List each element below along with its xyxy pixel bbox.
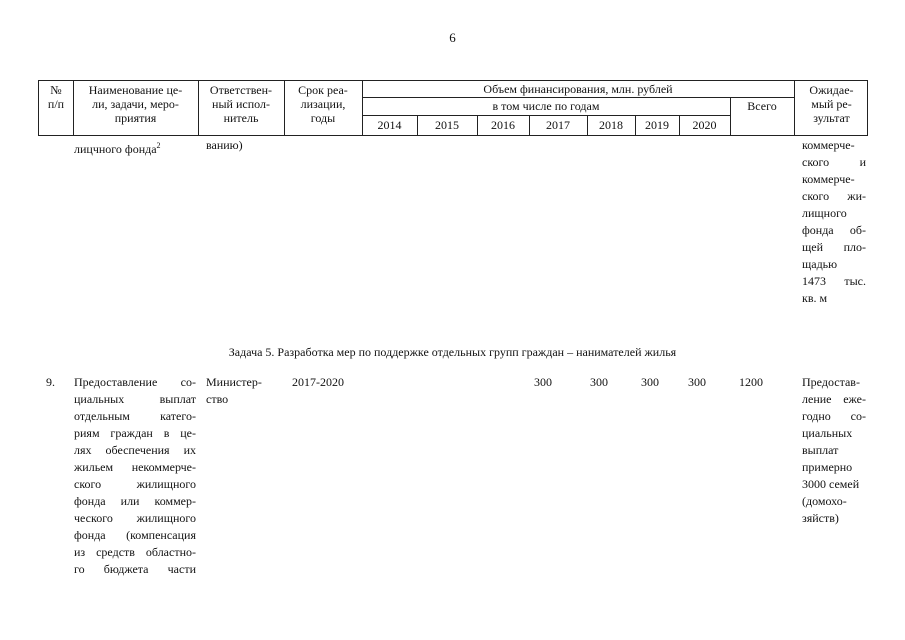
result-line: коммерче- — [802, 172, 855, 186]
result-line: 3000 семей — [802, 477, 860, 491]
row9-total: 1200 — [739, 375, 763, 389]
row9-name — [74, 374, 196, 578]
row9-result — [802, 374, 866, 527]
result-line: фонда об- — [802, 223, 866, 237]
executor-line: Министер- — [206, 375, 262, 389]
header-text: годы — [310, 111, 336, 125]
col-name-header — [73, 83, 198, 125]
header-text: № — [50, 83, 62, 97]
result-line: выплат — [802, 443, 839, 457]
col-total-header: Всего — [747, 99, 777, 113]
name-line: циальных выплат — [74, 392, 196, 406]
result-line: 1473 тыс. — [802, 274, 866, 288]
year-2017: 2017 — [546, 118, 570, 132]
name-line: риям граждан в це- — [74, 426, 196, 440]
year-2020: 2020 — [692, 118, 717, 132]
header-text: зультат — [813, 111, 850, 125]
col-term-header — [284, 83, 362, 125]
row9-term: 2017-2020 — [292, 375, 344, 389]
name-line: фонда (компенсация — [74, 528, 196, 542]
header-text: Ответствен- — [209, 83, 273, 97]
header-text: ный испол- — [212, 97, 270, 111]
header-text: лизации, — [300, 97, 346, 111]
col-result-header — [794, 83, 869, 125]
name-line: лях обеспечения их — [74, 443, 196, 457]
col-executor-header — [198, 83, 284, 125]
col-financing-header: Объем финансирования, млн. рублей — [483, 82, 673, 96]
header-text: п/п — [47, 97, 65, 111]
name-line: жильем некоммерче- — [74, 460, 196, 474]
row9-executor — [206, 374, 262, 408]
name-line: ского жилищного — [74, 477, 196, 491]
row9-num: 9. — [46, 375, 55, 389]
header-text: ли, задачи, меро- — [92, 97, 179, 111]
carryover-name — [74, 137, 161, 158]
header-text: приятия — [114, 111, 157, 125]
result-line: примерно — [802, 460, 853, 474]
row9-2017: 300 — [534, 375, 552, 389]
year-2014: 2014 — [377, 118, 402, 132]
table-header — [38, 80, 868, 136]
col-num-header — [39, 83, 73, 111]
result-line: (домохо- — [802, 494, 847, 508]
header-text: нитель — [223, 111, 259, 125]
year-2015: 2015 — [435, 118, 459, 132]
carryover-name-text: лицчного фонда — [74, 142, 157, 156]
name-line: отдельным катего- — [74, 409, 196, 423]
name-line: го бюджета части — [74, 562, 196, 576]
carryover-executor: ванию) — [206, 138, 243, 152]
task-title: Задача 5. Разработка мер по поддержке отдельных групп граждан – нанимателей жилья — [228, 345, 677, 359]
result-line: годно со- — [802, 409, 866, 423]
row9-2019: 300 — [641, 375, 659, 389]
result-line: кв. м — [802, 291, 828, 305]
result-line: Предостав- — [802, 375, 860, 389]
col-by-years-header: в том числе по годам — [492, 99, 600, 113]
year-2016: 2016 — [491, 118, 515, 132]
row9-2018: 300 — [590, 375, 608, 389]
header-text: Наименование це- — [88, 83, 183, 97]
result-line: зяйств) — [802, 511, 839, 525]
name-line: из средств областно- — [74, 545, 196, 559]
page-number: 6 — [449, 30, 456, 45]
year-2018: 2018 — [599, 118, 623, 132]
carryover-result — [802, 137, 866, 307]
result-line: щей пло- — [802, 240, 866, 254]
footnote-mark: 2 — [156, 141, 161, 150]
result-line: ление еже- — [802, 392, 866, 406]
result-line: циальных — [802, 426, 853, 440]
year-2019: 2019 — [645, 118, 669, 132]
result-line: ского и — [802, 155, 866, 169]
name-line: Предоставление со- — [74, 375, 196, 389]
result-line: щадью — [802, 257, 838, 271]
row9-2020: 300 — [688, 375, 706, 389]
executor-line: ство — [206, 392, 229, 406]
name-line: ческого жилищного — [74, 511, 196, 525]
header-text: мый ре- — [811, 97, 852, 111]
result-line: коммерче- — [802, 138, 855, 152]
header-text: Срок реа- — [298, 83, 348, 97]
header-text: Ожидае- — [809, 83, 854, 97]
name-line: фонда или коммер- — [74, 494, 196, 508]
result-line: лищного — [802, 206, 847, 220]
result-line: ского жи- — [802, 189, 866, 203]
